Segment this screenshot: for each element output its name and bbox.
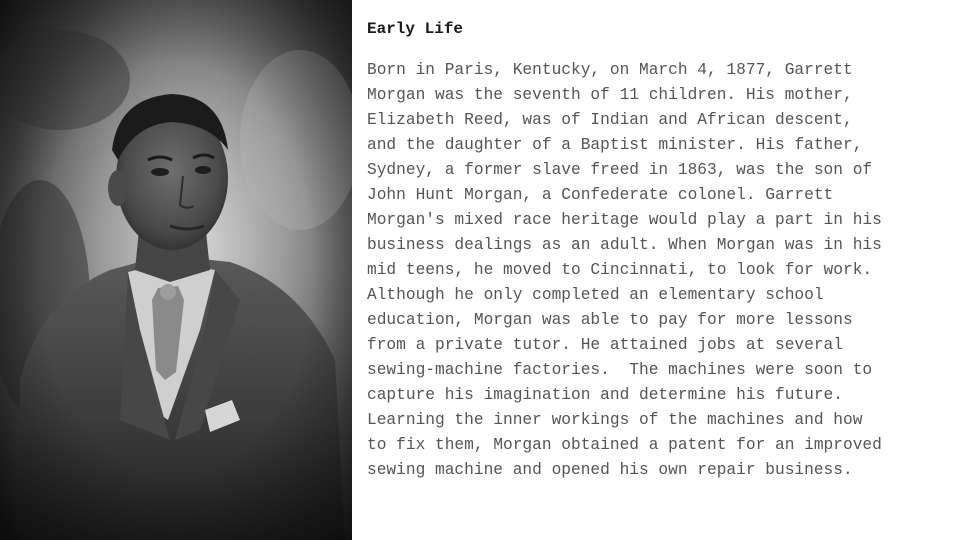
paragraph-line: Although he only completed an elementary school xyxy=(367,286,824,304)
paragraph-line: from a private tutor. He attained jobs at several xyxy=(367,336,843,354)
paragraph-line: Born in Paris, Kentucky, on March 4, 1877, Garrett xyxy=(367,61,853,79)
paragraph-line: John Hunt Morgan, a Confederate colonel. Garrett xyxy=(367,186,834,204)
paragraph-line: sewing-machine factories. The machines were soon to xyxy=(367,361,873,379)
paragraph-line: Morgan was the seventh of 11 children. His mother, xyxy=(367,86,853,104)
paragraph-line: education, Morgan was able to pay for more lessons xyxy=(367,311,853,329)
paragraph-line: and the daughter of a Baptist minister. His father, xyxy=(367,136,863,154)
paragraph-line: Learning the inner workings of the machines and how xyxy=(367,411,863,429)
paragraph-line: mid teens, he moved to Cincinnati, to look for work. xyxy=(367,261,873,279)
paragraph-line: Elizabeth Reed, was of Indian and African descent, xyxy=(367,111,853,129)
portrait-photo xyxy=(0,0,352,540)
paragraph-line: business dealings as an adult. When Morgan was in his xyxy=(367,236,882,254)
slide-heading: Early Life xyxy=(367,20,464,38)
biography-paragraph xyxy=(367,58,952,483)
paragraph-line: Morgan's mixed race heritage would play a part in his xyxy=(367,211,882,229)
paragraph-line: capture his imagination and determine his future. xyxy=(367,386,843,404)
paragraph-line: to fix them, Morgan obtained a patent for an improved xyxy=(367,436,882,454)
portrait-illustration xyxy=(0,0,352,540)
paragraph-line: Sydney, a former slave freed in 1863, was the son of xyxy=(367,161,873,179)
paragraph-line: sewing machine and opened his own repair business. xyxy=(367,461,853,479)
